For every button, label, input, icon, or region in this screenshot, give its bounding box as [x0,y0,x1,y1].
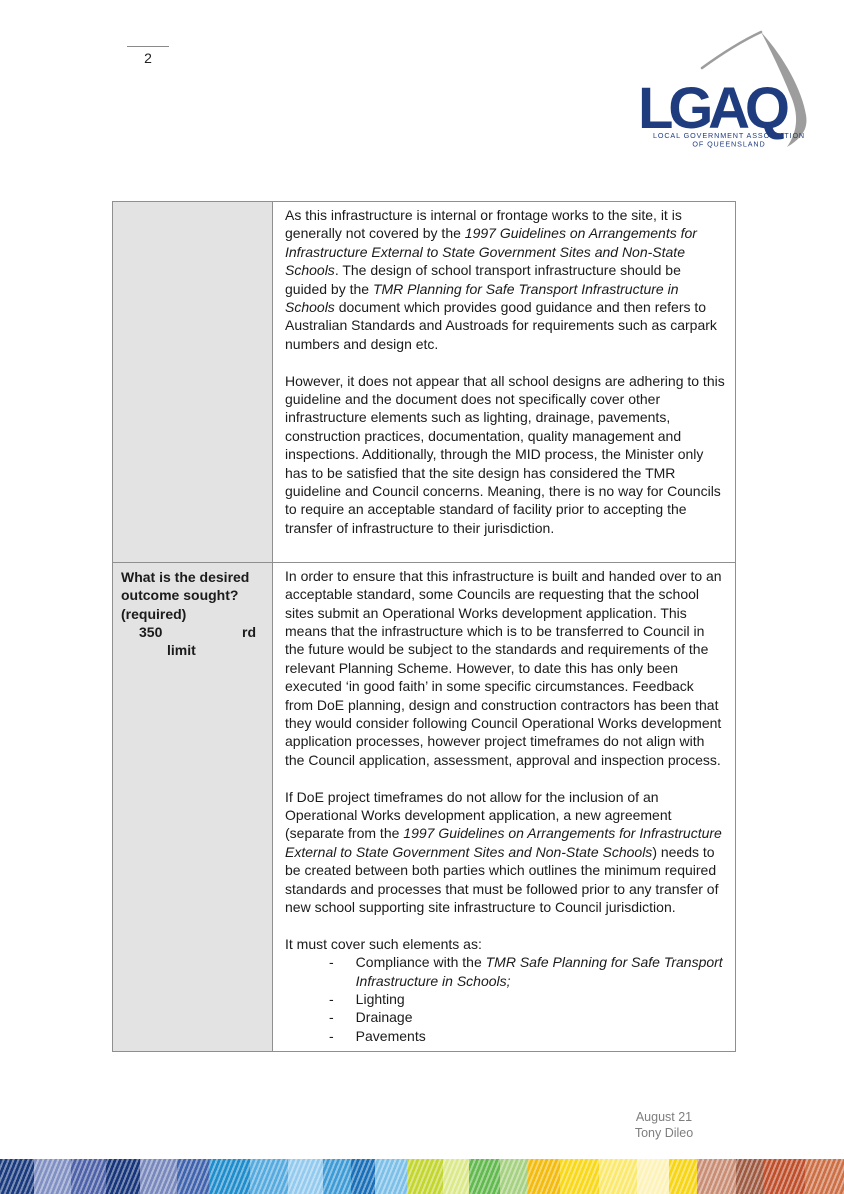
bullet-text [356,1027,426,1045]
banner-segment [34,1159,71,1194]
italic-text-run: 1997 Guidelines on Arrangements for Infrastructure External to State Government Sites and Non-State Schools [285,825,722,860]
lgaq-logo [636,30,820,150]
word-limit-word: limit [167,642,196,659]
banner-segment [209,1159,250,1194]
bullet-item [285,953,725,990]
text-run: Pavements [355,1027,426,1044]
lgaq-logo-graphic [636,30,820,150]
paragraph [285,206,725,353]
bullet-text [356,990,405,1008]
row-label-text: What is the desired outcome sought? (required) [121,568,250,622]
paragraph [285,935,725,953]
text-run: . The design of school transport infrastructure should be guided by the [285,262,681,297]
text-run: However, it does not appear that all school designs are adhering to this guideline and the document does not specifically cover other infrastructure elements such as lighting, drainage, pavements, construction practices, documentation, quality management and inspections. Additionally, through the MID process, the Minister only has to be satisfied that the site design has considered the TMR guideline and Council concerns. Meaning, there is no way for Councils to require an acceptable standard of facility prior to accepting the transfer of infrastructure to their jurisdiction. [285,372,725,536]
text-run: ) needs to be created between both parties which outlines the minimum required standards and processes that must be followed prior to any transfer of new school supporting site infrastructure to Council jurisdiction. [285,843,719,915]
bullet-item [285,990,725,1008]
text-run: If DoE project timeframes do not allow for the inclusion of an Operational Works development application, a new agreement (separate from the [285,788,672,842]
italic-text-run: TMR Planning for Safe Transport Infrastructure in Schools [285,280,679,316]
footer-credits [594,1110,734,1141]
footer-date: August 21 [635,1110,693,1124]
banner-segment [288,1159,323,1194]
banner-segment [177,1159,209,1194]
content-table-body [113,202,736,1052]
text-run: Compliance with the [355,954,486,971]
row-label-cell [113,562,273,1052]
banner-segment [560,1159,599,1194]
row-content-cell [273,562,736,1052]
italic-text-run: 1997 Guidelines on Arrangements for Infrastructure External to State Government Sites and Non-State Schools [285,225,697,279]
paragraph [285,567,725,769]
banner-segment [71,1159,106,1194]
footer-color-banner [0,1159,844,1194]
banner-segment [351,1159,375,1194]
banner-segment [469,1159,501,1194]
row-label-cell [113,202,273,563]
banner-segment [0,1159,34,1194]
word-limit-suffix: rd [242,623,256,640]
table-row [113,562,736,1052]
paragraph [285,788,725,917]
text-run: It must cover such elements as: [285,935,482,952]
logo-subtitle-line1: LOCAL GOVERNMENT ASSOCIATION [652,131,806,140]
paragraph [285,372,725,538]
italic-text-run: TMR Safe Planning for Safe Transport Infrastructure in Schools; [355,954,723,989]
bullet-text [356,1008,413,1026]
banner-segment [375,1159,407,1194]
bullet-marker: - [329,1009,334,1026]
text-run: Drainage [355,1009,413,1026]
text-run: In order to ensure that this infrastructure is built and handed over to an acceptable standard, some Councils are requesting that the school sites submit an Operational Works development application. This means that the infrastructure which is to be transferred to Council in the future would be subject to the standards and requirements of the relevant Planning Scheme. However, to date this has only been executed ‘in good faith’ in some specific circumstances. Feedback from DoE planning, design and construction contractors has been that they would consider following Council Operational Works development application processes, however project timeframes do not align with the Council application, assessment, approval and inspection process. [285,567,722,768]
banner-segment [805,1159,844,1194]
banner-segment [443,1159,469,1194]
bullet-item [285,1027,725,1045]
bullet-marker: - [329,991,334,1007]
logo-subtitle-line2: OF QUEENSLAND [692,139,766,149]
bullet-marker: - [329,954,334,971]
banner-segment [599,1159,636,1194]
banner-segment [250,1159,287,1194]
text-run: document which provides good guidance and then refers to Australian Standards and Austroads for requirements such as carpark numbers and design etc. [285,299,717,352]
banner-segment [736,1159,764,1194]
banner-segment [697,1159,736,1194]
banner-segment [637,1159,669,1194]
bullet-item [285,1008,725,1026]
banner-segment [764,1159,805,1194]
banner-segment [323,1159,351,1194]
content-table [112,201,736,1052]
banner-segment [528,1159,560,1194]
word-limit-line [121,623,258,641]
word-limit-number: 350 [139,623,163,640]
logo-acronym: LGAQ [638,76,788,141]
text-run: As this infrastructure is internal or frontage works to the site, it is generally not covered by the [285,207,682,242]
banner-segment [407,1159,442,1194]
footer-author: Tony Dileo [634,1125,694,1140]
banner-segment [669,1159,697,1194]
text-run: Lighting [355,991,405,1007]
bullet-text [356,953,725,990]
row-content-cell [273,202,736,563]
table-row [113,202,736,563]
banner-segment [140,1159,177,1194]
bullet-marker: - [329,1027,334,1044]
banner-segment [106,1159,140,1194]
banner-segment [500,1159,528,1194]
page-number: 2 [127,46,169,66]
